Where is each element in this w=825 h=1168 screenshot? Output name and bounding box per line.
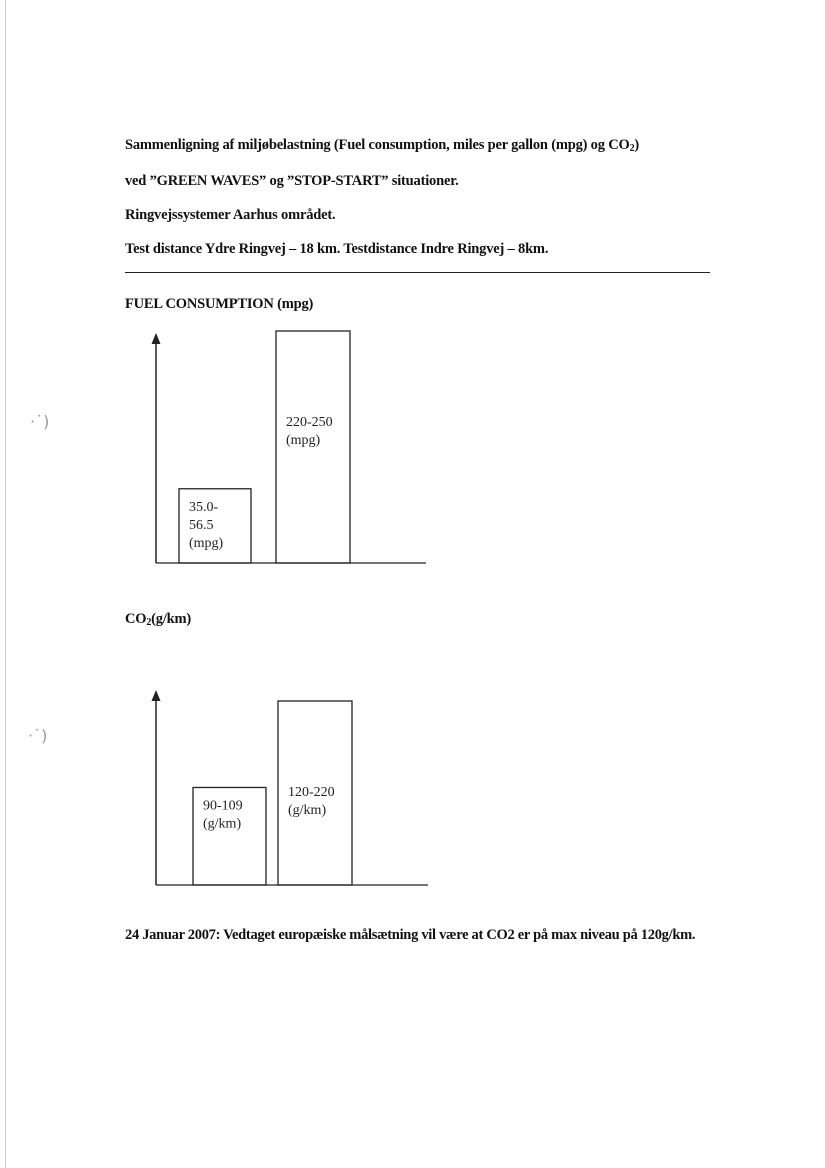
fuel-bar-2-label: 220-250	[286, 415, 333, 430]
y-axis-arrow	[152, 690, 161, 701]
co2-section-title: $CO_2(g/km)$	[125, 611, 192, 628]
footer-note: 24 Januar 2007: Vedtaget europæiske målsætning vil være at CO2 er på max niveau på 120g/km.	[125, 927, 696, 943]
fuel-bar-1-label: 56.5	[189, 517, 214, 533]
scan-mark: ·˙)	[30, 412, 50, 431]
co2-chart	[145, 685, 435, 895]
header-line-1: Sammenligning af miljøbelastning (Fuel consumption, miles per gallon (mpg) og $CO_2$)	[125, 137, 640, 154]
fuel-consumption-chart	[145, 325, 435, 570]
fuel-bar-1-label: 35.0-	[189, 499, 219, 515]
co2-bar-2-label: (g/km)	[288, 803, 327, 818]
co2-bar-2-label: 120-220	[288, 785, 335, 800]
header-line-4: Test distance Ydre Ringvej – 18 km. Testdistance Indre Ringvej – 8km.	[125, 241, 549, 257]
fuel-bar-2-label: (mpg)	[286, 433, 321, 448]
header-line-3: Ringvejssystemer Aarhus området.	[125, 207, 336, 223]
header-line-2: ved ”GREEN WAVES” og ”STOP-START” situationer.	[125, 173, 459, 189]
scan-mark: ·˙)	[28, 726, 48, 745]
page-edge	[5, 0, 6, 1168]
fuel-section-title: FUEL CONSUMPTION (mpg)	[125, 296, 314, 312]
co2-bar-1-label: 90-109	[203, 798, 243, 814]
y-axis-arrow	[152, 333, 161, 344]
fuel-bar-1-label: (mpg)	[189, 535, 224, 551]
co2-bar-1-label: (g/km)	[203, 816, 242, 832]
divider-rule	[125, 272, 710, 273]
